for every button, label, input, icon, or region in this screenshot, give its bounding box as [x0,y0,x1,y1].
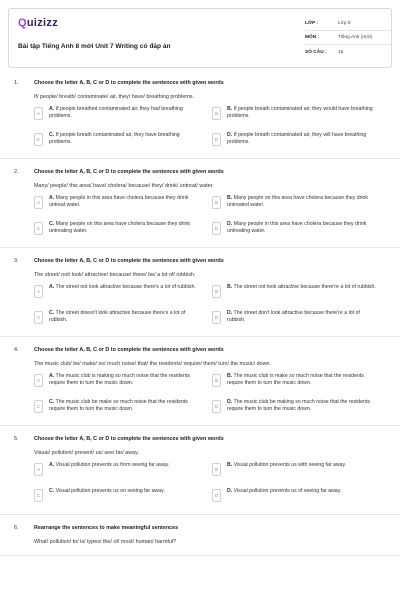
question-6 [0,515,400,556]
option-letter-box[interactable]: D [212,400,221,413]
option-sentence: The music club be making so much noise that the residents require them to turn the music down. [227,399,370,412]
option-sentence: Visual pollution prevents us with seeing far away. [233,462,347,468]
answer-option-a[interactable] [34,284,212,304]
option-letter-box[interactable]: B [212,374,221,387]
answer-options [34,284,390,330]
answer-options [34,106,390,152]
question-instruction: Choose the letter A, B, C or D to complete the sentences with given words [34,436,224,442]
worksheet-meta [305,17,391,59]
option-label: D. [227,310,233,316]
question-instruction: Choose the letter A, B, C or D to complete the sentences with given words [34,258,224,264]
option-label: B. [227,462,233,468]
option-sentence: Visual pollution prevents us of seeing far away. [233,488,342,494]
question-number: 2. [14,169,19,175]
question-header [0,165,400,179]
option-text [227,462,379,469]
question-number: 6. [14,525,19,531]
option-sentence: Many people in this area have cholera because they drink untreat water. [49,195,189,208]
question-number: 5. [14,436,19,442]
option-letter-box[interactable]: D [212,311,221,324]
option-text [49,310,201,324]
option-label: C. [49,488,55,494]
option-text [49,221,201,235]
option-label: B. [227,106,233,112]
answer-option-d[interactable] [212,488,390,508]
option-label: C. [49,132,55,138]
question-instruction: Choose the letter A, B, C or D to complete the sentences with given words [34,80,224,86]
answer-option-c[interactable] [34,132,212,152]
option-letter-box[interactable]: A [34,463,43,476]
answer-option-c[interactable] [34,310,212,330]
option-text [227,373,379,387]
option-sentence: Visual pollution prevents us on seeing far away. [55,488,165,494]
answer-option-b[interactable] [212,195,390,215]
option-label: A. [49,284,55,290]
answer-options [34,195,390,241]
answer-option-d[interactable] [212,221,390,241]
option-sentence: The street not look attractive because there're a lot of rubbish. [233,284,376,290]
option-text [227,221,379,235]
option-label: C. [49,310,55,316]
question-instruction: Rearrange the sentences to make meaningful sentences [34,525,179,531]
option-text [49,132,201,146]
answer-option-c[interactable] [34,488,212,508]
worksheet-header [8,8,392,68]
answer-option-a[interactable] [34,106,212,126]
option-text [227,195,379,209]
option-text [49,399,201,413]
meta-label: LỚP : [305,21,319,26]
question-number: 1. [14,80,19,86]
option-letter-box[interactable]: D [212,489,221,502]
option-label: D. [227,221,233,227]
meta-value: Tiếng Anh (mới) [338,35,373,40]
option-text [227,488,379,495]
answer-option-a[interactable] [34,462,212,482]
question-header [0,432,400,446]
option-label: D. [227,399,233,405]
question-3 [0,248,400,337]
question-prompt: The street/ not/ look/ attractive/ because/ there/ be/ a lot of/ rubbish. [34,272,196,278]
answer-options [34,373,390,419]
answer-option-d[interactable] [212,310,390,330]
option-text [49,488,201,495]
option-sentence: If people breath contaminated air, they have breathing problems. [49,132,180,145]
question-instruction: Choose the letter A, B, C or D to complete the sentences with given words [34,347,224,353]
option-sentence: The music club be make so much noise that the residents require them to turn the music down. [49,399,188,412]
option-text [227,284,379,291]
option-letter-box[interactable]: C [34,311,43,324]
option-sentence: Many people on this area have cholera because they drink untreating water. [49,221,191,234]
question-list [0,70,400,556]
question-number: 3. [14,258,19,264]
option-sentence: Many people in this area have cholera because they drink untreating water. [227,221,367,234]
option-text [49,106,201,120]
meta-label: MÔN : [305,35,320,40]
option-sentence: If people breathed contaminated air, they had breathing problems. [49,106,183,119]
option-sentence: If people breath contaminated air, they will have breathing problems. [227,132,367,145]
option-label: D. [227,132,233,138]
option-letter-box[interactable]: D [212,133,221,146]
answer-option-d[interactable] [212,132,390,152]
option-sentence: If people breath contaminated air, they would have breathing problems. [227,106,373,119]
option-letter-box[interactable]: A [34,107,43,120]
option-text [49,373,201,387]
question-5 [0,426,400,515]
meta-label: SỐ CÂU : [305,49,327,55]
meta-row-class [305,17,391,31]
answer-option-a[interactable] [34,373,212,393]
option-letter-box[interactable]: B [212,463,221,476]
question-4 [0,337,400,426]
option-sentence: The music club is making so much noise that the residents require them to turn the music down. [49,373,190,386]
option-letter-box[interactable]: A [34,196,43,209]
option-text [49,462,201,469]
answer-option-c[interactable] [34,399,212,419]
answer-option-a[interactable] [34,195,212,215]
meta-row-subject [305,31,391,45]
question-prompt: The music club/ be/ make/ so/ much noise/ that/ the residents/ require/ them/ turn/ the music/ down. [34,361,271,367]
option-label: A. [49,195,55,201]
option-label: C. [49,221,55,227]
option-letter-box[interactable]: C [34,489,43,502]
worksheet-title: Bài tập Tiếng Anh 8 mới Unit 7 Writing có đáp án [18,43,171,50]
option-label: B. [227,284,233,290]
option-text [49,195,201,209]
option-sentence: Many people on this area have cholera because they drink untreated water. [227,195,369,208]
option-sentence: The street don't look attractive because there're a lot of rubbish. [227,310,360,323]
question-header [0,521,400,535]
question-number: 4. [14,347,19,353]
answer-option-d[interactable] [212,399,390,419]
option-label: A. [49,462,55,468]
option-letter-box[interactable]: B [212,285,221,298]
option-text [227,310,379,324]
option-label: A. [49,373,55,379]
question-prompt: Visual/ pollution/ prevent/ us/ see/ far/ away. [34,450,139,456]
question-header [0,343,400,357]
question-header [0,76,400,90]
option-text [49,284,201,291]
option-letter-box[interactable]: D [212,222,221,235]
option-sentence: The street doesn't look attractive because there's a lot of rubbish. [49,310,186,323]
answer-option-b[interactable] [212,373,390,393]
option-letter-box[interactable]: B [212,196,221,209]
option-label: C. [49,399,55,405]
meta-value: Lớp 8 [338,21,351,26]
option-letter-box[interactable]: A [34,285,43,298]
option-letter-box[interactable]: A [34,374,43,387]
answer-option-c[interactable] [34,221,212,241]
option-sentence: The street not look attractive because there's a lot of rubbish. [55,284,196,290]
option-text [227,399,379,413]
option-label: D. [227,488,233,494]
answer-options [34,462,390,508]
question-instruction: Choose the letter A, B, C or D to complete the sentences with given words [34,169,224,175]
option-label: B. [227,195,233,201]
option-letter-box[interactable]: B [212,107,221,120]
answer-option-b[interactable] [212,284,390,304]
answer-option-b[interactable] [212,106,390,126]
option-sentence: The music club is make so much noise that the residents require them to turn the music down. [227,373,364,386]
quizizz-logo: Quizizz [18,17,58,29]
question-prompt: If/ people/ breath/ contaminate/ air, they/ have/ breathing problems. [34,94,195,100]
question-prompt: What/ pollution/ to/ is/ types/ the/ of/ most/ human/ harmful? [34,539,177,545]
question-1 [0,70,400,159]
question-prompt: Many/ people/ this area/ have/ cholera/ because/ they/ drink/ untreat/ water. [34,183,214,189]
option-label: A. [49,106,55,112]
answer-option-b[interactable] [212,462,390,482]
option-text [227,132,379,146]
option-letter-box[interactable]: C [34,222,43,235]
question-2 [0,159,400,248]
option-label: B. [227,373,233,379]
option-letter-box[interactable]: C [34,133,43,146]
meta-row-count [305,45,391,59]
option-sentence: Visual pollution prevents us from seeing far away. [55,462,170,468]
meta-value: 15 [338,49,344,55]
option-letter-box[interactable]: C [34,400,43,413]
option-text [227,106,379,120]
question-header [0,254,400,268]
